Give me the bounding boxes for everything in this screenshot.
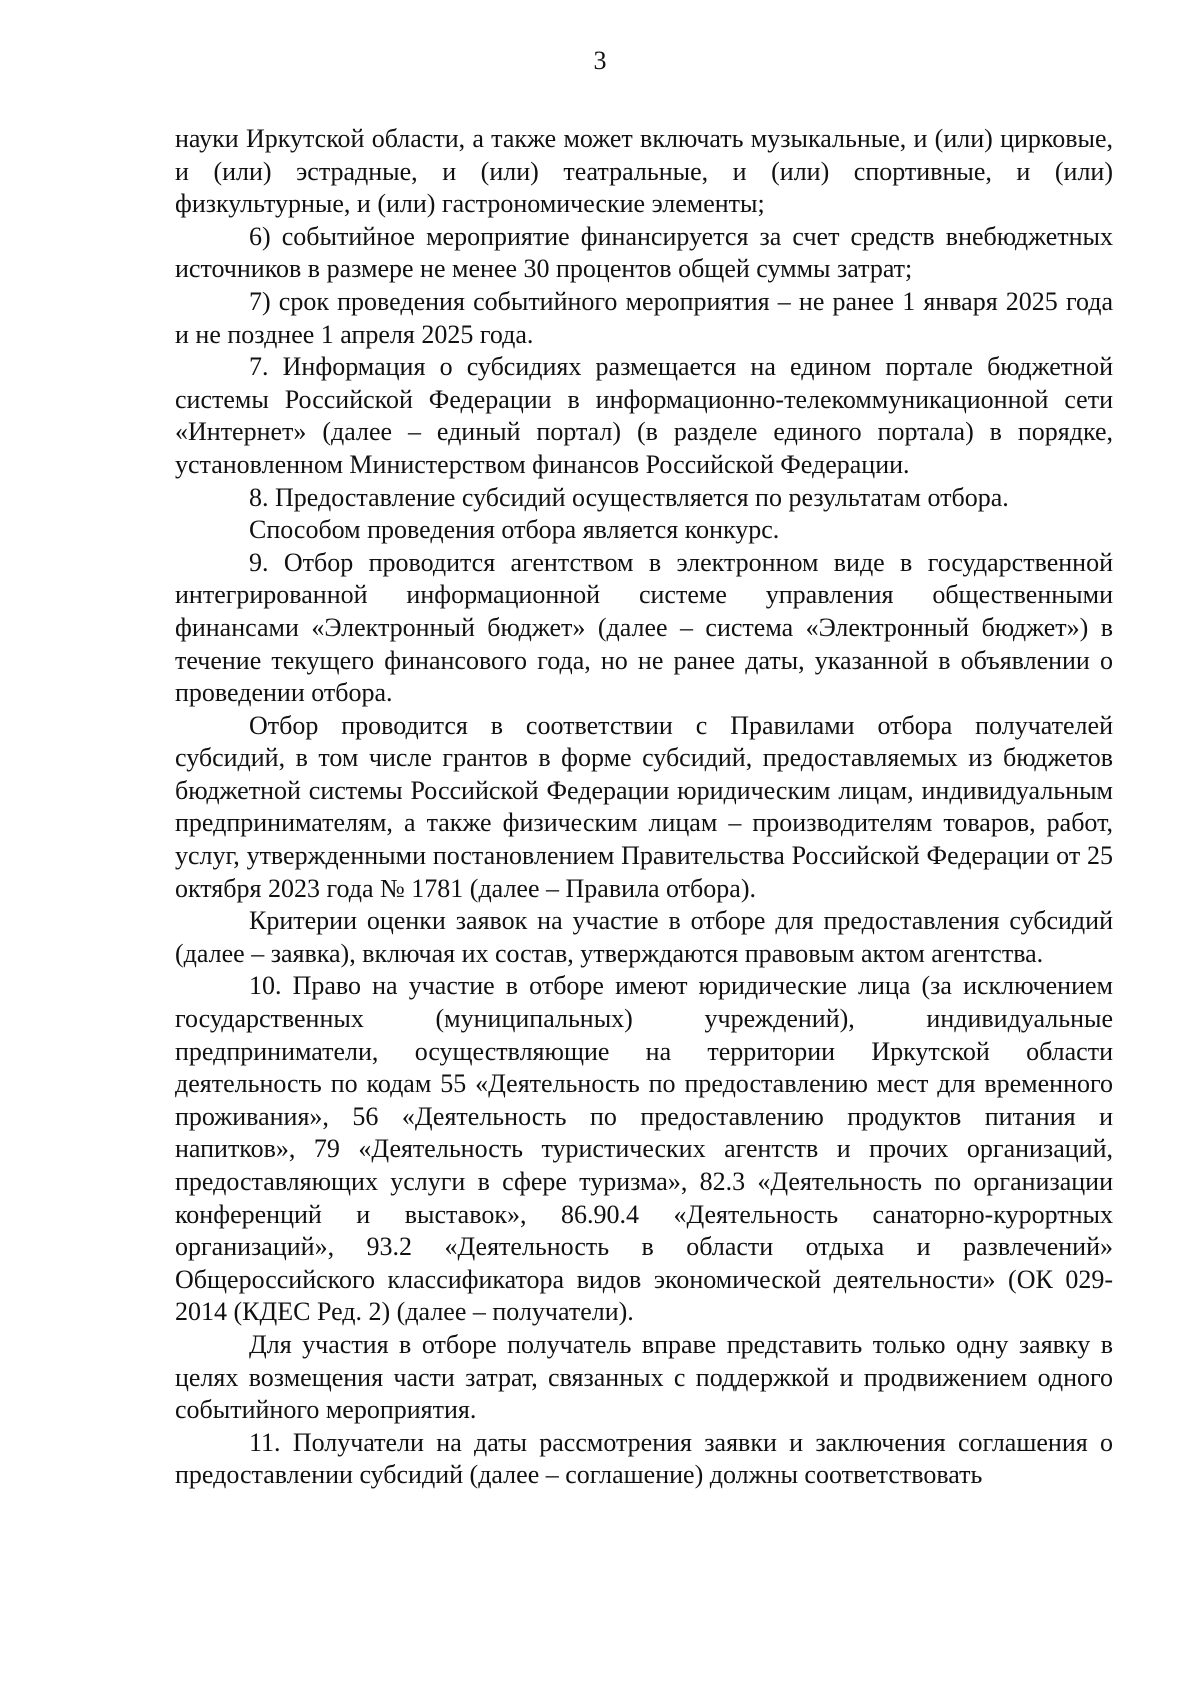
paragraph-item-7: 7) срок проведения событийного мероприятия – не ранее 1 января 2025 года и не позднее 1 апреля 2025 года.	[175, 286, 1113, 349]
paragraph-selection-rules: Отбор проводится в соответствии с Правилами отбора получателей субсидий, в том числе грантов в форме субсидий, предоставляемых из бюджетов бюджетной системы Российской Федерации юридическим лицам, индивидуальным предпринимателям, а также физическим лицам – производителям товаров, работ, услуг, утвержденными постановлением Правительства Российской Федерации от 25 октября 2023 года № 1781 (далее – Правила отбора).	[175, 710, 1113, 903]
paragraph-continuation: науки Иркутской области, а также может включать музыкальные, и (или) цирковые, и (или) эстрадные, и (или) театральные, и (или) спортивные, и (или) физкультурные, и (или) гастрономические элементы;	[175, 124, 1113, 219]
paragraph-single-application: Для участия в отборе получатель вправе представить только одну заявку в целях возмещения части затрат, связанных с поддержкой и продвижением одного событийного мероприятия.	[175, 1329, 1113, 1425]
paragraph-clause-9: 9. Отбор проводится агентством в электронном виде в государственной интегрированной информационной системе управления общественными финансами «Электронный бюджет» (далее – система «Электронный бюджет») в течение текущего финансового года, но не ранее даты, указанной в объявлении о проведении отбора.	[175, 547, 1113, 708]
paragraph-item-6: 6) событийное мероприятие финансируется за счет средств внебюджетных источников в размере не менее 30 процентов общей суммы затрат;	[175, 221, 1113, 284]
paragraph-clause-7: 7. Информация о субсидиях размещается на едином портале бюджетной системы Российской Федерации в информационно-телекоммуникационной сети «Интернет» (далее – единый портал) (в разделе единого портала) в порядке, установленном Министерством финансов Российской Федерации.	[175, 352, 1113, 479]
page-number: 3	[593, 46, 607, 75]
paragraph-selection-method: Способом проведения отбора является конкурс.	[249, 515, 780, 545]
paragraph-evaluation-criteria: Критерии оценки заявок на участие в отборе для предоставления субсидий (далее – заявка), включая их состав, утверждаются правовым актом агентства.	[175, 906, 1113, 968]
document-body	[175, 123, 1113, 1492]
paragraph-clause-10: 10. Право на участие в отборе имеют юридические лица (за исключением государственных (муниципальных) учреждений), индивидуальные предприниматели, осуществляющие на территории Иркутской области деятельность по кодам 55 «Деятельность по предоставлению мест для временного проживания», 56 «Деятельность по предоставлению продуктов питания и напитков», 79 «Деятельность туристических агентств и прочих организаций, предоставляющих услуги в сфере туризма», 82.3 «Деятельность по организации конференций и выставок», 86.90.4 «Деятельность санаторно-курортных организаций», 93.2 «Деятельность в области отдыха и развлечений» Общероссийского классификатора видов экономической деятельности» (ОК 029-2014 (КДЕС Ред. 2) (далее – получатели).	[175, 971, 1113, 1327]
paragraph-clause-11: 11. Получатели на даты рассмотрения заявки и заключения соглашения о предоставлении субсидий (далее – соглашение) должны соответствовать	[175, 1427, 1113, 1490]
paragraph-clause-8: 8. Предоставление субсидий осуществляется по результатам отбора.	[249, 482, 1009, 512]
